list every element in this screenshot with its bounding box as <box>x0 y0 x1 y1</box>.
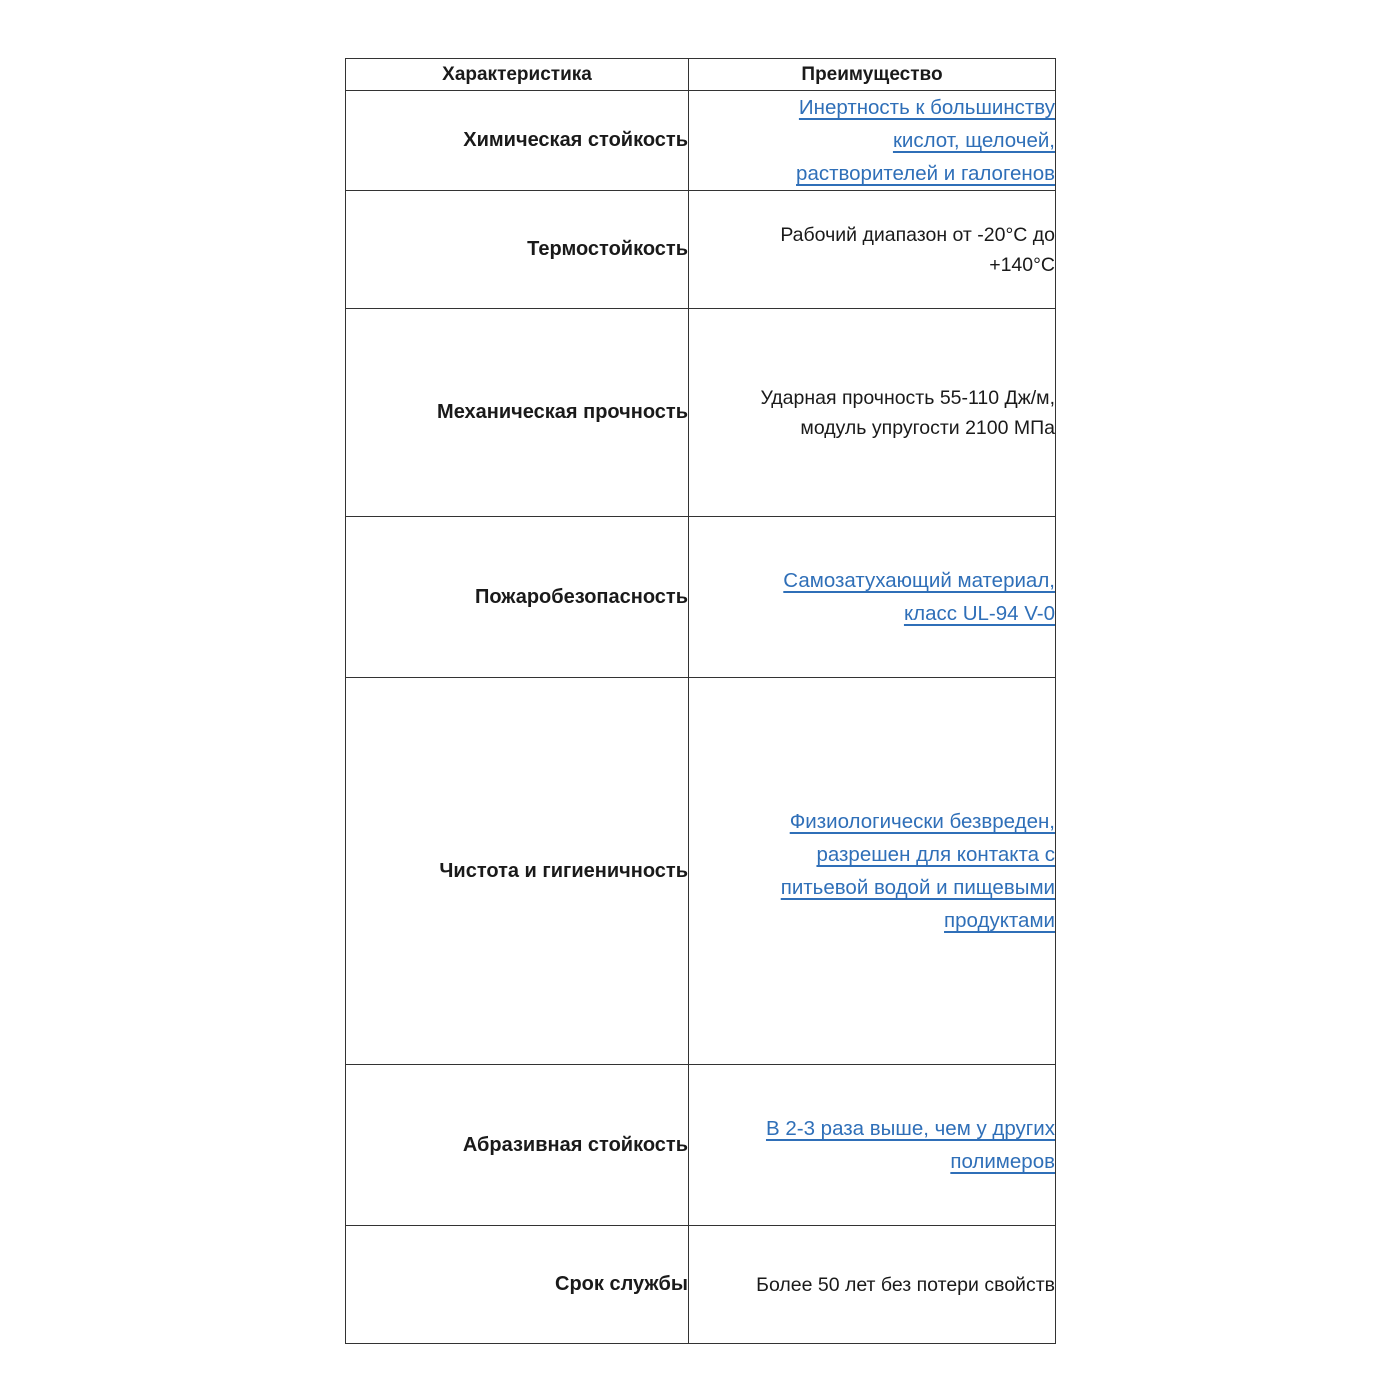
benefit-line: полимеров <box>950 1150 1055 1173</box>
feature-cell: Термостойкость <box>346 191 689 309</box>
benefit-line: питьевой водой и пищевыми <box>780 876 1055 899</box>
benefit-line: Ударная прочность 55-110 Дж/м, <box>760 386 1055 409</box>
header-feature: Характеристика <box>346 59 689 91</box>
table-header-row <box>346 59 1056 91</box>
benefit-cell <box>689 309 1056 517</box>
benefit-link[interactable] <box>689 805 1055 937</box>
table-row <box>346 309 1056 517</box>
table-row <box>346 191 1056 309</box>
feature-cell: Чистота и гигиеничность <box>346 678 689 1065</box>
feature-cell: Механическая прочность <box>346 309 689 517</box>
benefit-cell <box>689 191 1056 309</box>
benefit-line: модуль упругости 2100 МПа <box>800 416 1055 439</box>
table-row <box>346 91 1056 191</box>
benefit-line: класс UL-94 V-0 <box>903 602 1055 625</box>
benefit-link[interactable] <box>689 564 1055 630</box>
properties-table <box>345 58 1056 1344</box>
benefit-line: кислот, щелочей, <box>892 129 1055 152</box>
benefit-cell <box>689 678 1056 1065</box>
feature-cell: Химическая стойкость <box>346 91 689 191</box>
feature-cell: Пожаробезопасность <box>346 517 689 678</box>
table-row <box>346 517 1056 678</box>
feature-cell: Срок службы <box>346 1226 689 1344</box>
benefit-line: Самозатухающий материал, <box>783 569 1055 592</box>
benefit-cell <box>689 1065 1056 1226</box>
benefit-cell <box>689 91 1056 191</box>
table-row <box>346 1226 1056 1344</box>
benefit-line: растворителей и галогенов <box>796 162 1055 185</box>
header-benefit: Преимущество <box>689 59 1056 91</box>
benefit-line: Физиологически безвреден, <box>789 810 1055 833</box>
benefit-link[interactable] <box>689 91 1055 190</box>
benefit-line: +140°C <box>989 253 1055 276</box>
feature-cell: Абразивная стойкость <box>346 1065 689 1226</box>
benefit-line: разрешен для контакта с <box>816 843 1055 866</box>
benefit-cell <box>689 517 1056 678</box>
benefit-link[interactable] <box>689 1112 1055 1178</box>
benefit-line: Рабочий диапазон от -20°C до <box>780 223 1055 246</box>
benefit-line: продуктами <box>944 909 1055 932</box>
benefit-line: В 2-3 раза выше, чем у других <box>765 1117 1055 1140</box>
table-row <box>346 1065 1056 1226</box>
benefit-cell <box>689 1226 1056 1344</box>
table-row <box>346 678 1056 1065</box>
benefit-line: Более 50 лет без потери свойств <box>756 1273 1055 1296</box>
benefit-line: Инертность к большинству <box>798 96 1055 119</box>
